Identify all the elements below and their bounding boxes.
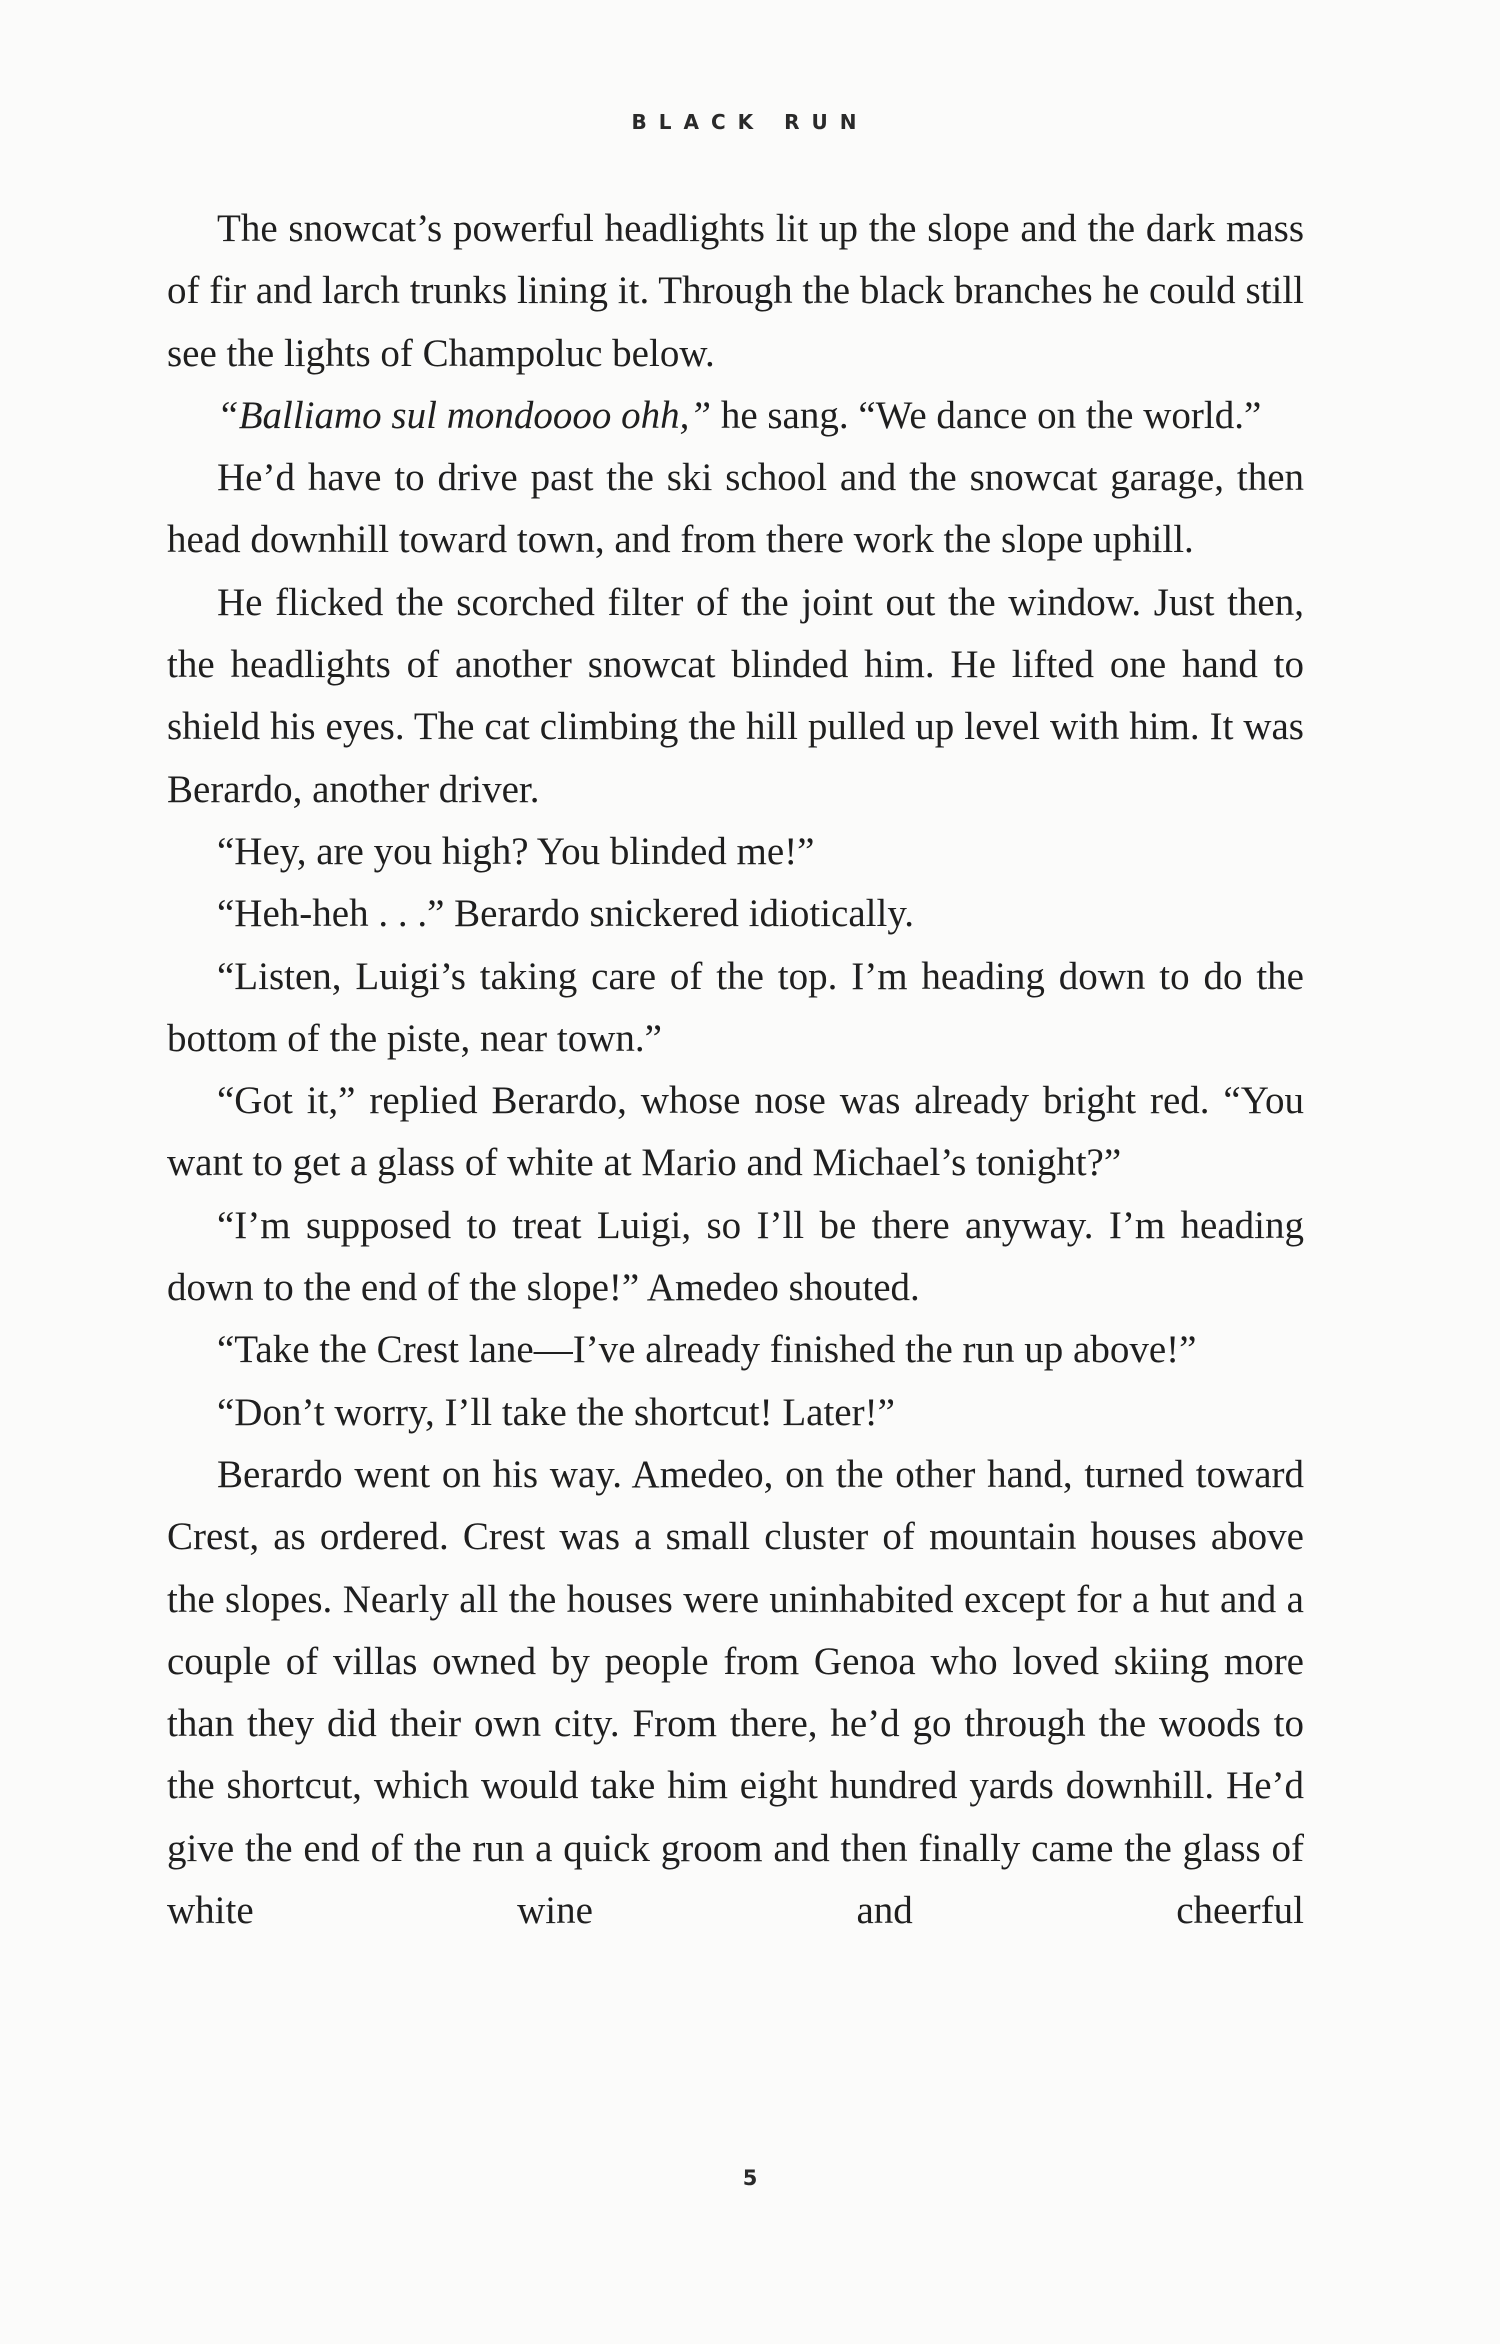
paragraph: “I’m supposed to treat Luigi, so I’ll be there anyway. I’m heading down to the end of the slope!” Amedeo shouted. bbox=[167, 1203, 1304, 1310]
paragraph: “Listen, Luigi’s taking care of the top. I’m heading down to do the bottom of the piste, near town.” bbox=[167, 954, 1304, 1060]
paragraph-text: he sang. “We dance on the world.” bbox=[711, 393, 1262, 437]
paragraph bbox=[167, 385, 1304, 447]
running-head: BLACK RUN bbox=[631, 110, 869, 134]
paragraph: He flicked the scorched filter of the joint out the window. Just then, the headlights of another snowcat blinded him. He lifted one hand to shield his eyes. The cat climbing the hill pulled up level with him. It was Berardo, another driver. bbox=[167, 580, 1304, 811]
paragraph: “Heh-heh . . .” Berardo snickered idiotically. bbox=[217, 892, 915, 936]
paragraph: He’d have to drive past the ski school and the snowcat garage, then head downhill toward town, and from there work the slope uphill. bbox=[167, 456, 1304, 562]
paragraph: “Hey, are you high? You blinded me!” bbox=[217, 829, 815, 873]
song-lyric: “Balliamo sul mondoooo ohh,” bbox=[217, 393, 712, 437]
paragraph: The snowcat’s powerful headlights lit up the slope and the dark mass of fir and larch trunks lining it. Through the black branches he could still see the lights of Champoluc below. bbox=[167, 207, 1304, 375]
paragraph: “Got it,” replied Berardo, whose nose was already bright red. “You want to get a glass of white at Mario and Michael’s tonight?” bbox=[167, 1079, 1304, 1185]
paragraph: Berardo went on his way. Amedeo, on the other hand, turned toward Crest, as ordered. Crest was a small cluster of mountain houses above the slopes. Nearly all the houses were uninhabited except for a hut and a couple of villas owned by people from Genoa who loved skiing more than they did their own city. From there, he’d go through the woods to the shortcut, which would take him eight hundred yards downhill. He’d give the end of the run a quick groom and then finally came the glass of white wine and cheerful bbox=[167, 1452, 1304, 1933]
body-text bbox=[167, 198, 1304, 1942]
paragraph: “Don’t worry, I’ll take the shortcut! Later!” bbox=[217, 1390, 895, 1434]
page-number: 5 bbox=[742, 2166, 758, 2190]
paragraph: “Take the Crest lane—I’ve already finished the run up above!” bbox=[217, 1328, 1197, 1372]
